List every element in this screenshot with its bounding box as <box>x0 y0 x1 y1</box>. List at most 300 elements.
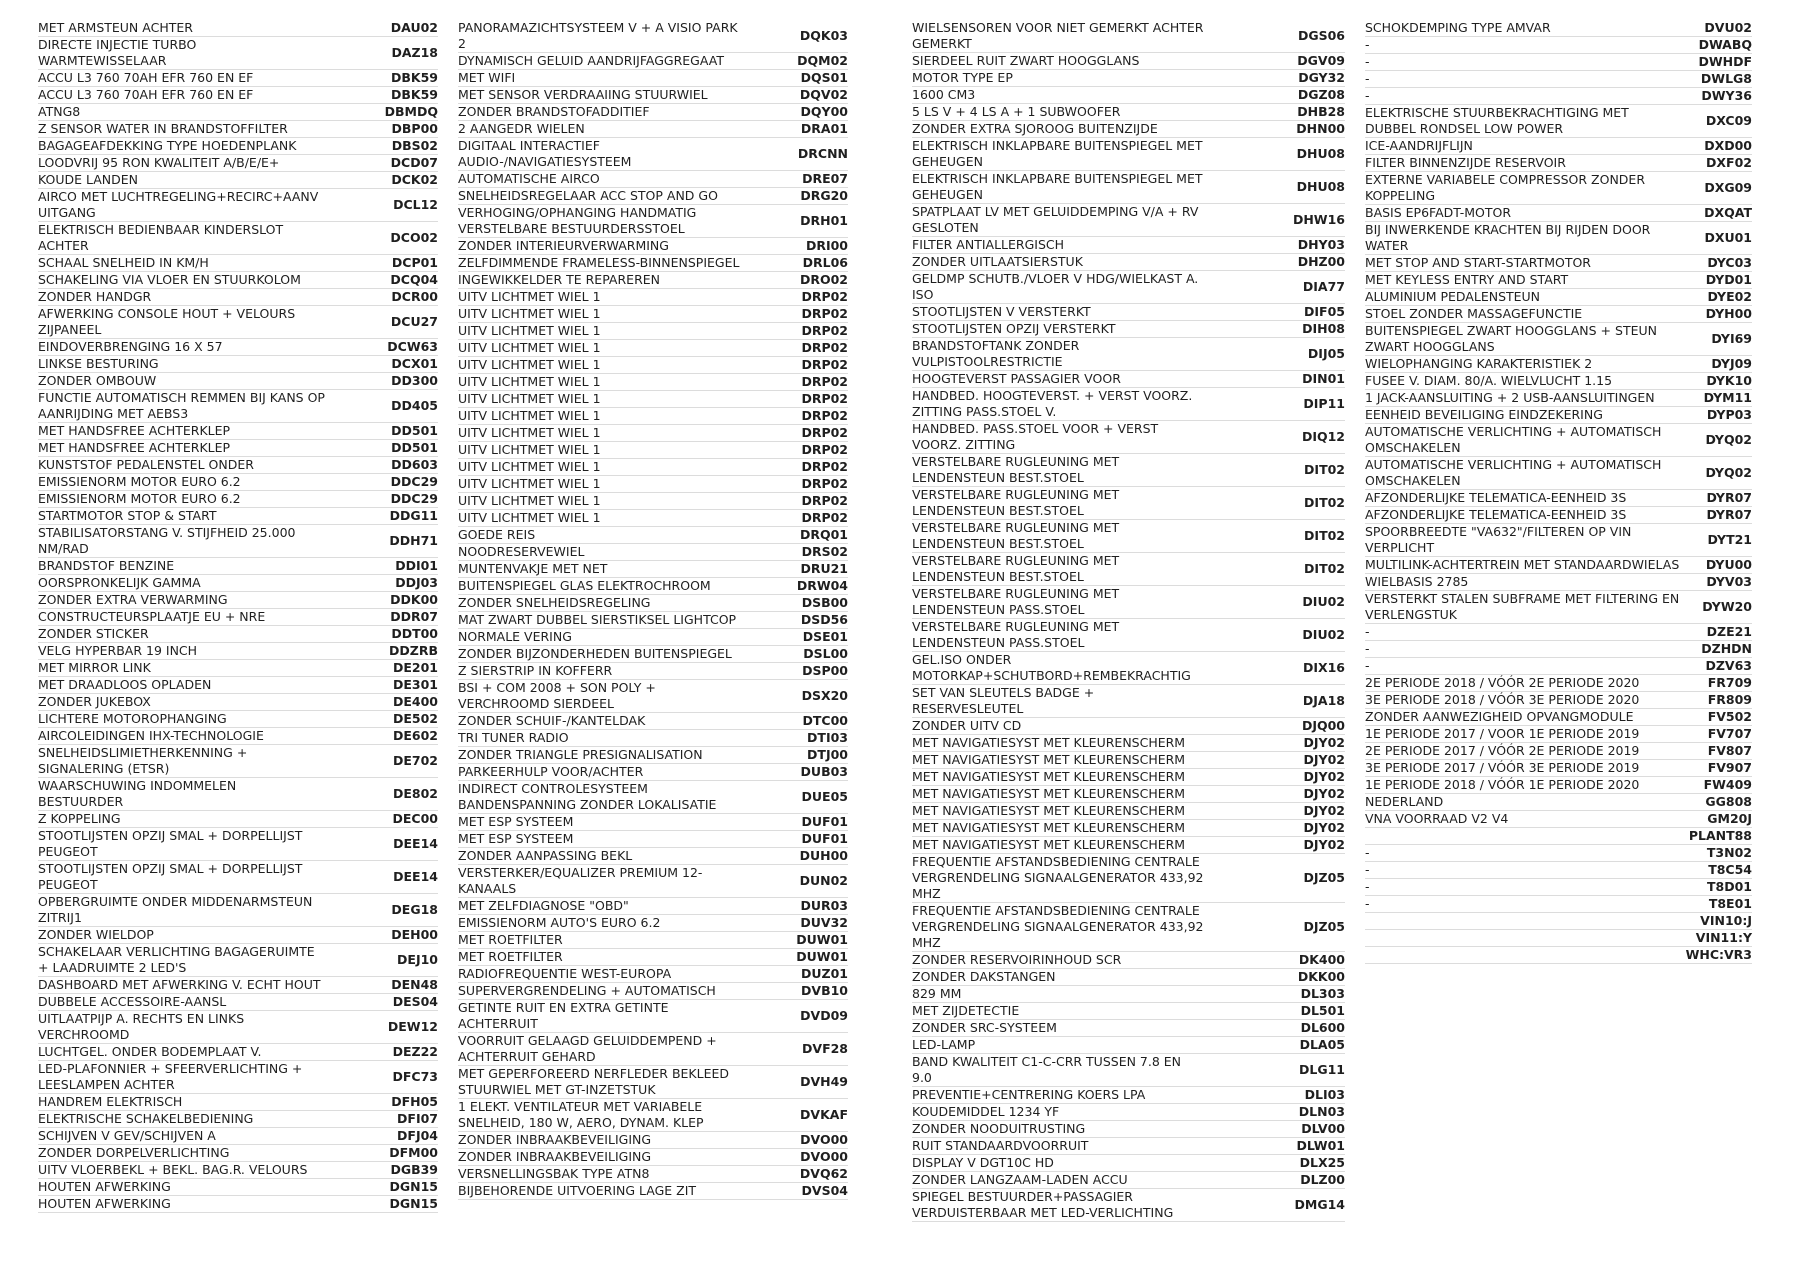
option-row <box>38 306 438 339</box>
option-description: ZONDER INTERIEURVERWARMING <box>458 238 669 253</box>
option-description: - <box>1365 37 1370 52</box>
option-code: DLX25 <box>1299 1155 1345 1170</box>
option-code: DYH00 <box>1705 306 1752 321</box>
option-description: VOORRUIT GELAAGD GELUIDDEMPEND + ACHTERRUIT GEHARD <box>458 1033 717 1064</box>
option-code: DHU08 <box>1296 146 1345 161</box>
option-description: ZONDER HANDGR <box>38 289 152 304</box>
option-description: MET NAVIGATIESYST MET KLEURENSCHERM <box>912 820 1186 835</box>
option-row <box>458 459 848 476</box>
option-row <box>458 629 848 646</box>
option-description: UITV LICHTMET WIEL 1 <box>458 442 601 457</box>
option-description: EENHEID BEVEILIGING EINDZEKERING <box>1365 407 1603 422</box>
option-description: VERSTERKT STALEN SUBFRAME MET FILTERING EN VERLENGSTUK <box>1365 591 1680 622</box>
option-code: DCK02 <box>391 172 438 187</box>
option-code: DAZ18 <box>391 45 438 60</box>
option-row <box>912 1087 1345 1104</box>
option-row <box>458 612 848 629</box>
option-row <box>458 1066 848 1099</box>
option-code: DXQAT <box>1704 205 1752 220</box>
option-description: ZONDER BRANDSTOFADDITIEF <box>458 104 650 119</box>
option-row <box>38 660 438 677</box>
option-description: FUNCTIE AUTOMATISCH REMMEN BIJ KANS OP AANRIJDING MET AEBS3 <box>38 390 325 421</box>
option-code: DRP02 <box>801 340 848 355</box>
option-description: MET ESP SYSTEEM <box>458 814 574 829</box>
option-code: DHW16 <box>1292 212 1345 227</box>
option-row <box>458 578 848 595</box>
option-code: DYI69 <box>1711 331 1752 346</box>
option-row <box>38 626 438 643</box>
option-row <box>912 969 1345 986</box>
option-description: PANORAMAZICHTSYSTEEM V + A VISIO PARK 2 <box>458 20 738 51</box>
option-row <box>38 694 438 711</box>
option-row <box>912 338 1345 371</box>
option-description: MET NAVIGATIESYST MET KLEURENSCHERM <box>912 735 1186 750</box>
option-row <box>912 138 1345 171</box>
option-description: MET WIFI <box>458 70 516 85</box>
option-description: BAGAGEAFDEKKING TYPE HOEDENPLANK <box>38 138 297 153</box>
option-row <box>912 986 1345 1003</box>
option-code: DSP00 <box>802 663 848 678</box>
option-row <box>38 189 438 222</box>
option-code: DCO02 <box>390 230 438 245</box>
option-code: DSE01 <box>802 629 848 644</box>
option-code: DBK59 <box>391 87 438 102</box>
option-description: MOTOR TYPE EP <box>912 70 1013 85</box>
option-code: DCP01 <box>391 255 438 270</box>
option-code: DDC29 <box>390 474 438 489</box>
option-row <box>912 171 1345 204</box>
option-code: DYE02 <box>1707 289 1752 304</box>
option-code: DVU02 <box>1704 20 1752 35</box>
option-description: BRANDSTOFTANK ZONDER VULPISTOOLRESTRICTIE <box>912 338 1080 369</box>
option-description: UITV LICHTMET WIEL 1 <box>458 374 601 389</box>
option-description: ALUMINIUM PEDALENSTEUN <box>1365 289 1541 304</box>
option-description: AIRCOLEIDINGEN IHX-TECHNOLOGIE <box>38 728 264 743</box>
option-row <box>38 255 438 272</box>
option-code: DEE14 <box>393 869 438 884</box>
option-row <box>1365 88 1752 105</box>
option-code: VIN10:J <box>1700 913 1752 928</box>
option-code: DCX01 <box>391 356 438 371</box>
option-row <box>458 680 848 713</box>
option-row <box>38 390 438 423</box>
option-description: MET HANDSFREE ACHTERKLEP <box>38 440 231 455</box>
option-code: DVF28 <box>802 1041 848 1056</box>
option-row <box>1365 930 1752 947</box>
option-code: DYJ09 <box>1711 356 1752 371</box>
option-description: MET ROETFILTER <box>458 932 563 947</box>
option-description: LED-LAMP <box>912 1037 976 1052</box>
option-code: DVO00 <box>800 1149 848 1164</box>
option-description: AUTOMATISCHE VERLICHTING + AUTOMATISCH OMSCHAKELEN <box>1365 424 1662 455</box>
option-code: DIT02 <box>1304 462 1345 477</box>
option-description: EMISSIENORM MOTOR EURO 6.2 <box>38 491 241 506</box>
option-description: SNELHEIDSLIMIETHERKENNING + SIGNALERING (ETSR) <box>38 745 248 776</box>
option-code: DHB28 <box>1297 104 1345 119</box>
option-description: ZONDER STICKER <box>38 626 149 641</box>
option-row <box>38 1196 438 1213</box>
option-row <box>458 1166 848 1183</box>
option-code: WHC:VR3 <box>1685 947 1752 962</box>
option-description: ZONDER DORPELVERLICHTING <box>38 1145 230 1160</box>
option-row <box>458 663 848 680</box>
option-code: DRL06 <box>802 255 848 270</box>
option-row <box>458 1132 848 1149</box>
option-code: DIA77 <box>1302 279 1345 294</box>
option-list-column-1 <box>38 20 438 1213</box>
option-row <box>1365 373 1752 390</box>
option-row <box>1365 591 1752 624</box>
option-code: DYW20 <box>1702 599 1752 614</box>
option-code: DJZ05 <box>1303 919 1345 934</box>
option-code: DRP02 <box>801 493 848 508</box>
option-description: MET NAVIGATIESYST MET KLEURENSCHERM <box>912 752 1186 767</box>
option-description: - <box>1365 879 1370 894</box>
option-code: DJZ05 <box>1303 870 1345 885</box>
option-description: ZONDER BIJZONDERHEDEN BUITENSPIEGEL <box>458 646 732 661</box>
option-code: DD405 <box>391 398 438 413</box>
option-code: T3N02 <box>1706 845 1752 860</box>
option-code: DRQ01 <box>799 527 848 542</box>
option-code: DGN15 <box>389 1179 438 1194</box>
option-description: ELEKTRISCH INKLAPBARE BUITENSPIEGEL MET GEHEUGEN <box>912 171 1203 202</box>
option-code: DKK00 <box>1297 969 1345 984</box>
option-row <box>1365 306 1752 323</box>
option-code: DVKAF <box>800 1107 848 1122</box>
option-code: DE301 <box>392 677 438 692</box>
option-description: AFZONDERLIJKE TELEMATICA-EENHEID 3S <box>1365 490 1627 505</box>
option-row <box>458 205 848 238</box>
option-code: DCU27 <box>390 314 438 329</box>
option-code: DQY00 <box>800 104 848 119</box>
option-description: ZONDER AANWEZIGHEID OPVANGMODULE <box>1365 709 1634 724</box>
option-description: DIRECTE INJECTIE TURBO WARMTEWISSELAAR <box>38 37 197 68</box>
option-code: DUH00 <box>799 848 848 863</box>
option-code: DLN03 <box>1298 1104 1345 1119</box>
option-description: STOOTLIJSTEN OPZIJ VERSTERKT <box>912 321 1116 336</box>
option-code: DRS02 <box>801 544 848 559</box>
option-row <box>912 837 1345 854</box>
option-code: DES04 <box>392 994 438 1009</box>
option-row <box>912 388 1345 421</box>
option-description: ELEKTRISCHE STUURBEKRACHTIGING MET DUBBEL RONDSEL LOW POWER <box>1365 105 1629 136</box>
option-code: FV907 <box>1707 760 1752 775</box>
option-description: OPBERGRUIMTE ONDER MIDDENARMSTEUN ZITRIJ1 <box>38 894 313 925</box>
option-description: LICHTERE MOTOROPHANGING <box>38 711 227 726</box>
option-row <box>912 104 1345 121</box>
option-code: DFJ04 <box>397 1128 438 1143</box>
option-code: DYQ02 <box>1705 465 1752 480</box>
option-code: DBS02 <box>391 138 438 153</box>
option-description: ZONDER JUKEBOX <box>38 694 151 709</box>
option-description: DYNAMISCH GELUID AANDRIJFAGGREGAAT <box>458 53 724 68</box>
option-description: BUITENSPIEGEL GLAS ELEKTROCHROOM <box>458 578 711 593</box>
option-row <box>458 713 848 730</box>
option-code: DCW63 <box>387 339 438 354</box>
option-description: - <box>1365 641 1370 656</box>
option-row <box>38 828 438 861</box>
option-description: MET SENSOR VERDRAAIING STUURWIEL <box>458 87 708 102</box>
option-code: DIT02 <box>1304 495 1345 510</box>
option-code: DIT02 <box>1304 561 1345 576</box>
option-row <box>38 37 438 70</box>
option-description: ZELFDIMMENDE FRAMELESS-BINNENSPIEGEL <box>458 255 740 270</box>
option-description: ICE-AANDRIJFLIJN <box>1365 138 1473 153</box>
option-code: DDG11 <box>389 508 438 523</box>
option-code: DQK03 <box>799 28 848 43</box>
option-code: DDT00 <box>391 626 438 641</box>
option-code: DCR00 <box>391 289 438 304</box>
option-row <box>912 304 1345 321</box>
option-description: FUSEE V. DIAM. 80/A. WIELVLUCHT 1.15 <box>1365 373 1613 388</box>
option-row <box>1365 574 1752 591</box>
option-code: DYR07 <box>1706 507 1752 522</box>
option-row <box>458 510 848 527</box>
option-code: DYR07 <box>1706 490 1752 505</box>
option-code: DE602 <box>392 728 438 743</box>
option-description: 829 MM <box>912 986 962 1001</box>
option-code: DRP02 <box>801 289 848 304</box>
option-description: UITV LICHTMET WIEL 1 <box>458 510 601 525</box>
option-description: BSI + COM 2008 + SON POLY + VERCHROOMD SIERDEEL <box>458 680 656 711</box>
option-row <box>458 306 848 323</box>
option-row <box>458 442 848 459</box>
option-code: FW409 <box>1703 777 1752 792</box>
option-description: VERSTELBARE RUGLEUNING MET LENDENSTEUN BEST.STOEL <box>912 454 1120 485</box>
option-code: DIU02 <box>1302 627 1345 642</box>
option-description: UITV LICHTMET WIEL 1 <box>458 391 601 406</box>
option-code: DYQ02 <box>1705 432 1752 447</box>
option-row <box>1365 524 1752 557</box>
option-row <box>1365 424 1752 457</box>
option-description: MET HANDSFREE ACHTERKLEP <box>38 423 231 438</box>
option-row <box>458 1149 848 1166</box>
option-row <box>458 87 848 104</box>
option-description: UITV LICHTMET WIEL 1 <box>458 289 601 304</box>
option-code: DXD00 <box>1704 138 1752 153</box>
option-row <box>458 171 848 188</box>
option-description: UITV LICHTMET WIEL 1 <box>458 357 601 372</box>
option-description: WIELOPHANGING KARAKTERISTIEK 2 <box>1365 356 1593 371</box>
option-code: DUF01 <box>801 814 848 829</box>
option-code: DE802 <box>392 786 438 801</box>
option-row <box>38 894 438 927</box>
option-description: VNA VOORRAAD V2 V4 <box>1365 811 1509 826</box>
option-row <box>458 831 848 848</box>
option-description: ELEKTRISCH INKLAPBARE BUITENSPIEGEL MET GEHEUGEN <box>912 138 1203 169</box>
option-row <box>1365 138 1752 155</box>
option-code: FR809 <box>1707 692 1752 707</box>
option-code: DRP02 <box>801 459 848 474</box>
option-row <box>912 70 1345 87</box>
option-description: VERSTERKER/EQUALIZER PREMIUM 12-KANAALS <box>458 865 703 896</box>
option-description: SET VAN SLEUTELS BADGE + RESERVESLEUTEL <box>912 685 1095 716</box>
option-code: DHZ00 <box>1297 254 1345 269</box>
option-row <box>1365 845 1752 862</box>
option-description: ELEKTRISCHE SCHAKELBEDIENING <box>38 1111 254 1126</box>
option-row <box>458 814 848 831</box>
option-row <box>458 915 848 932</box>
option-description: ZONDER WIELDOP <box>38 927 154 942</box>
option-code: DUV32 <box>800 915 848 930</box>
option-description: WIELSENSOREN VOOR NIET GEMERKT ACHTER GEMERKT <box>912 20 1204 51</box>
option-code: DEW12 <box>387 1019 438 1034</box>
option-description: KOUDEMIDDEL 1234 YF <box>912 1104 1060 1119</box>
option-code: DRP02 <box>801 425 848 440</box>
option-code: DXU01 <box>1704 230 1752 245</box>
option-row <box>912 619 1345 652</box>
option-row <box>458 493 848 510</box>
option-description: VELG HYPERBAR 19 INCH <box>38 643 198 658</box>
option-row <box>38 508 438 525</box>
option-description: ZONDER NOODUITRUSTING <box>912 1121 1086 1136</box>
option-code: GG808 <box>1705 794 1752 809</box>
option-code: DIX16 <box>1302 660 1345 675</box>
option-row <box>1365 557 1752 574</box>
option-description: MUNTENVAKJE MET NET <box>458 561 608 576</box>
option-code: DBK59 <box>391 70 438 85</box>
option-row <box>1365 507 1752 524</box>
option-code: DGY32 <box>1298 70 1345 85</box>
option-row <box>458 289 848 306</box>
option-row <box>1365 624 1752 641</box>
option-row <box>458 1000 848 1033</box>
option-description: EMISSIENORM AUTO'S EURO 6.2 <box>458 915 661 930</box>
option-row <box>38 994 438 1011</box>
option-row <box>38 373 438 390</box>
option-row <box>912 735 1345 752</box>
option-row <box>912 553 1345 586</box>
option-code: DZV63 <box>1705 658 1752 673</box>
option-row <box>912 820 1345 837</box>
option-code: DGZ08 <box>1297 87 1345 102</box>
option-description: LOODVRIJ 95 RON KWALITEIT A/B/E/E+ <box>38 155 280 170</box>
option-description: VERHOGING/OPHANGING HANDMATIG VERSTELBARE BESTUURDERSSTOEL <box>458 205 697 236</box>
option-description: INDIRECT CONTROLESYSTEEM BANDENSPANNING ZONDER LOKALISATIE <box>458 781 717 812</box>
option-code: DEC00 <box>392 811 438 826</box>
option-description: MET ARMSTEUN ACHTER <box>38 20 193 35</box>
option-description: AUTOMATISCHE AIRCO <box>458 171 600 186</box>
option-description: MULTILINK-ACHTERTREIN MET STANDAARDWIELAS <box>1365 557 1680 572</box>
option-code: DDK00 <box>390 592 438 607</box>
option-row <box>912 271 1345 304</box>
option-code: DWABQ <box>1698 37 1752 52</box>
option-description: HANDREM ELEKTRISCH <box>38 1094 183 1109</box>
option-description: EMISSIENORM MOTOR EURO 6.2 <box>38 474 241 489</box>
option-description: GELDMP SCHUTB./VLOER V HDG/WIELKAST A. ISO <box>912 271 1199 302</box>
option-row <box>458 966 848 983</box>
option-description: STOOTLIJSTEN V VERSTERKT <box>912 304 1091 319</box>
option-code: DJY02 <box>1303 837 1345 852</box>
option-code: DFH05 <box>391 1094 438 1109</box>
option-row <box>912 854 1345 903</box>
option-row <box>38 1061 438 1094</box>
option-code: DBMDQ <box>384 104 438 119</box>
option-description: STOOTLIJSTEN OPZIJ SMAL + DORPELLIJST PEUGEOT <box>38 828 303 859</box>
option-description: UITV LICHTMET WIEL 1 <box>458 408 601 423</box>
option-code: DRP02 <box>801 374 848 389</box>
option-code: DQM02 <box>797 53 848 68</box>
option-row <box>1365 323 1752 356</box>
option-code: DEZ22 <box>392 1044 438 1059</box>
option-description: STARTMOTOR STOP & START <box>38 508 217 523</box>
option-code: T8D01 <box>1707 879 1752 894</box>
option-description: BIJ INWERKENDE KRACHTEN BIJ RIJDEN DOOR WATER <box>1365 222 1651 253</box>
option-list-column-3 <box>912 20 1345 1222</box>
option-row <box>1365 811 1752 828</box>
option-row <box>1365 54 1752 71</box>
option-description: VERSNELLINGSBAK TYPE ATN8 <box>458 1166 650 1181</box>
option-code: DGB39 <box>390 1162 438 1177</box>
option-code: DEJ10 <box>397 952 438 967</box>
option-code: DD300 <box>391 373 438 388</box>
option-code: DSB00 <box>801 595 848 610</box>
option-row <box>38 677 438 694</box>
option-description: - <box>1365 624 1370 639</box>
option-code: DUZ01 <box>801 966 848 981</box>
option-row <box>38 927 438 944</box>
option-row <box>1365 222 1752 255</box>
option-row <box>38 643 438 660</box>
option-code: DJY02 <box>1303 735 1345 750</box>
option-code: T8C54 <box>1708 862 1752 877</box>
option-code: DTJ00 <box>807 747 848 762</box>
option-description: ELEKTRISCH BEDIENBAAR KINDERSLOT ACHTER <box>38 222 284 253</box>
option-code: DFC73 <box>392 1069 438 1084</box>
option-row <box>1365 743 1752 760</box>
option-code: DIF05 <box>1304 304 1345 319</box>
option-row <box>1365 407 1752 424</box>
option-code: DQS01 <box>800 70 848 85</box>
option-description: UITV LICHTMET WIEL 1 <box>458 493 601 508</box>
option-description: MET DRAADLOOS OPLADEN <box>38 677 212 692</box>
option-row <box>458 53 848 70</box>
option-code: DYV03 <box>1706 574 1752 589</box>
option-description: HANDBED. PASS.STOEL VOOR + VERST VOORZ. ZITTING <box>912 421 1159 452</box>
option-description: SCHAAL SNELHEID IN KM/H <box>38 255 209 270</box>
option-description: ZONDER TRIANGLE PRESIGNALISATION <box>458 747 703 762</box>
option-code: DIP11 <box>1303 396 1345 411</box>
option-code: DRE07 <box>802 171 848 186</box>
option-row <box>458 646 848 663</box>
option-row <box>912 1155 1345 1172</box>
option-code: FV707 <box>1707 726 1752 741</box>
option-code: DFM00 <box>389 1145 438 1160</box>
option-description: MET GEPERFOREERD NERFLEDER BEKLEED STUURWIEL MET GT-INZETSTUK <box>458 1066 730 1097</box>
option-code: DUW01 <box>796 949 848 964</box>
option-row <box>458 272 848 289</box>
option-description: DUBBELE ACCESSOIRE-AANSL <box>38 994 227 1009</box>
option-code: DRP02 <box>801 357 848 372</box>
option-row <box>912 87 1345 104</box>
option-description: 2E PERIODE 2018 / VÓÓR 2E PERIODE 2020 <box>1365 675 1640 690</box>
option-description: KOUDE LANDEN <box>38 172 139 187</box>
option-row <box>912 1020 1345 1037</box>
option-row <box>912 254 1345 271</box>
option-row <box>38 525 438 558</box>
option-description: NEDERLAND <box>1365 794 1444 809</box>
option-code: DDH71 <box>389 533 438 548</box>
option-row <box>38 121 438 138</box>
option-description: VERSTELBARE RUGLEUNING MET LENDENSTEUN PASS.STOEL <box>912 619 1120 650</box>
option-row <box>458 898 848 915</box>
option-row <box>458 595 848 612</box>
option-description: AFWERKING CONSOLE HOUT + VELOURS ZIJPANEEL <box>38 306 296 337</box>
option-row <box>458 408 848 425</box>
option-description: VERSTELBARE RUGLEUNING MET LENDENSTEUN BEST.STOEL <box>912 553 1120 584</box>
option-code: DCD07 <box>390 155 438 170</box>
option-description: LUCHTGEL. ONDER BODEMPLAAT V. <box>38 1044 262 1059</box>
